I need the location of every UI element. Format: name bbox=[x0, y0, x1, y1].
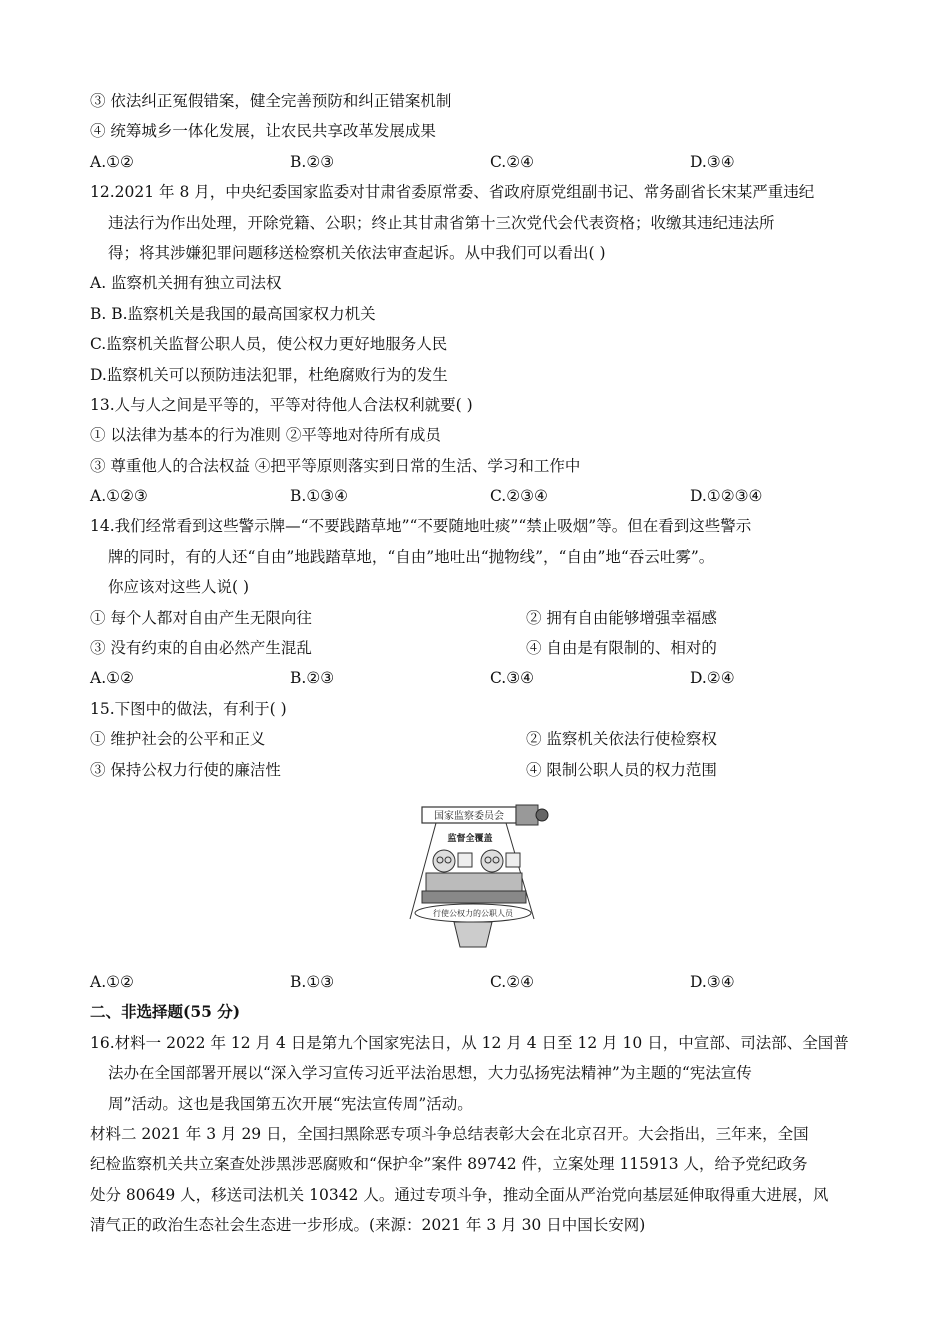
q12-stem-line-1: 12.2021 年 8 月，中央纪委国家监委对甘肃省委原常委、省政府原党组副书记、常务副省长宋某严重违纪 bbox=[90, 183, 815, 202]
q14-option-b: B.②③ bbox=[290, 669, 335, 688]
q15-statement-2: ② 监察机关依法行使检察权 bbox=[526, 730, 717, 749]
q13-option-a: A.①②③ bbox=[90, 487, 148, 506]
q15-cartoon-figure bbox=[90, 785, 862, 967]
q11-option-a: A.①② bbox=[90, 152, 134, 171]
q14-statement-3: ③ 没有约束的自由必然产生混乱 bbox=[90, 639, 312, 658]
q15-option-b: B.①③ bbox=[290, 972, 335, 991]
q14-option-a: A.①② bbox=[90, 669, 134, 688]
monitor-right bbox=[506, 853, 520, 867]
q13-option-b: B.①③④ bbox=[290, 487, 349, 506]
q15-option-a: A.①② bbox=[90, 972, 134, 991]
q11-statement-4: ④ 统筹城乡一体化发展，让农民共享改革发展成果 bbox=[90, 122, 436, 141]
q12-stem-line-3: 得；将其涉嫌犯罪问题移送检察机关依法审查起诉。从中我们可以看出( ) bbox=[108, 243, 606, 262]
q13-options bbox=[90, 481, 862, 511]
telescope-eyepiece bbox=[536, 809, 548, 821]
q14-stem-line-3: 你应该对这些人说( ) bbox=[108, 578, 250, 597]
desk bbox=[426, 873, 522, 891]
q11-statement-3: ③ 依法纠正冤假错案，健全完善预防和纠正错案机制 bbox=[90, 92, 452, 110]
q11-option-c: C.②④ bbox=[490, 152, 535, 171]
q13-statements-1-2: ① 以法律为基本的行为准则 ②平等地对待所有成员 bbox=[90, 426, 441, 445]
q16-material-1-line-2: 法办在全国部署开展以“深入学习宣传习近平法治思想，大力弘扬宪法精神”为主题的“宪法宣传 bbox=[108, 1064, 752, 1083]
q12-option-c: C.监察机关监督公职人员，使公权力更好地服务人民 bbox=[90, 335, 448, 354]
q14-options bbox=[90, 663, 862, 693]
q14-statement-4: ④ 自由是有限制的、相对的 bbox=[526, 639, 717, 658]
inspector-left-head bbox=[433, 850, 455, 872]
q13-stem: 13.人与人之间是平等的，平等对待他人合法权利就要( ) bbox=[90, 395, 473, 414]
supervision-cartoon bbox=[396, 801, 556, 951]
q14-statement-1: ① 每个人都对自由产生无限向往 bbox=[90, 608, 312, 627]
q15-stem: 15.下图中的做法，有利于( ) bbox=[90, 699, 287, 718]
q11-option-d: D.③④ bbox=[690, 152, 735, 171]
banner-text: 监督全覆盖 bbox=[447, 833, 493, 844]
q14-option-d: D.②④ bbox=[690, 669, 735, 688]
q16-material-1-line-3: 周”活动。这也是我国第五次开展“宪法宣传周”活动。 bbox=[108, 1094, 473, 1113]
q15-option-d: D.③④ bbox=[690, 972, 735, 991]
monitor-left bbox=[458, 853, 472, 867]
q16-material-2-line-2: 纪检监察机关共立案查处涉黑涉恶腐败和“保护伞”案件 89742 件，立案处理 115913 人，给予党纪政务 bbox=[90, 1155, 808, 1174]
q15-statements-1-2 bbox=[90, 724, 862, 754]
q12-option-d: D.监察机关可以预防违法犯罪，杜绝腐败行为的发生 bbox=[90, 365, 448, 384]
q15-statements-3-4 bbox=[90, 755, 862, 785]
q11-option-b: B.②③ bbox=[290, 152, 335, 171]
q16-material-2-line-3: 处分 80649 人，移送司法机关 10342 人。通过专项斗争，推动全面从严治党向基层延伸取得重大进展，风 bbox=[90, 1185, 829, 1204]
base-text: 行使公权力的公职人员 bbox=[433, 908, 513, 918]
desk-base bbox=[422, 891, 526, 903]
q13-option-d: D.①②③④ bbox=[690, 487, 763, 506]
q16-material-2-line-1: 材料二 2021 年 3 月 29 日，全国扫黑除恶专项斗争总结表彰大会在北京召开。大会指出，三年来，全国 bbox=[90, 1124, 809, 1143]
q14-statements-1-2 bbox=[90, 603, 862, 633]
pedestal bbox=[454, 922, 492, 947]
q14-option-c: C.③④ bbox=[490, 669, 535, 688]
q14-stem-line-2: 牌的同时，有的人还“自由”地践踏草地，“自由”地吐出“抛物线”，“自由”地“吞云吐雾”。 bbox=[108, 547, 715, 566]
q12-stem-line-2: 违法行为作出处理，开除党籍、公职；终止其甘肃省第十三次党代会代表资格；收缴其违纪违法所 bbox=[108, 213, 775, 232]
q11-options bbox=[90, 147, 862, 177]
exam-page bbox=[90, 86, 862, 1241]
sign-text: 国家监察委员会 bbox=[434, 810, 504, 822]
q13-option-c: C.②③④ bbox=[490, 487, 548, 506]
q14-statements-3-4 bbox=[90, 633, 862, 663]
q15-option-c: C.②④ bbox=[490, 972, 535, 991]
q15-statement-1: ① 维护社会的公平和正义 bbox=[90, 730, 266, 749]
q12-option-a: A. 监察机关拥有独立司法权 bbox=[90, 274, 282, 293]
section-2-title: 二、非选择题(55 分) bbox=[90, 1002, 241, 1022]
telescope-lens bbox=[516, 805, 538, 825]
q16-material-2-line-4: 清气正的政治生态社会生态进一步形成。(来源：2021 年 3 月 30 日中国长安网) bbox=[90, 1216, 646, 1235]
q15-statement-3: ③ 保持公权力行使的廉洁性 bbox=[90, 760, 281, 779]
q16-material-1-line-1: 16.材料一 2022 年 12 月 4 日是第九个国家宪法日，从 12 月 4 日至 12 月 10 日，中宣部、司法部、全国普 bbox=[90, 1033, 849, 1052]
q12-option-b: B. B.监察机关是我国的最高国家权力机关 bbox=[90, 304, 376, 323]
q14-statement-2: ② 拥有自由能够增强幸福感 bbox=[526, 608, 717, 627]
beam-left bbox=[410, 823, 436, 919]
q13-statements-3-4: ③ 尊重他人的合法权益 ④把平等原则落实到日常的生活、学习和工作中 bbox=[90, 456, 581, 475]
q14-stem-line-1: 14.我们经常看到这些警示牌—“不要践踏草地”“不要随地吐痰”“禁止吸烟”等。但在看到这些警示 bbox=[90, 517, 752, 536]
inspector-right-head bbox=[481, 850, 503, 872]
q15-options bbox=[90, 967, 862, 997]
q15-statement-4: ④ 限制公职人员的权力范围 bbox=[526, 760, 717, 779]
beam-right bbox=[506, 823, 534, 919]
